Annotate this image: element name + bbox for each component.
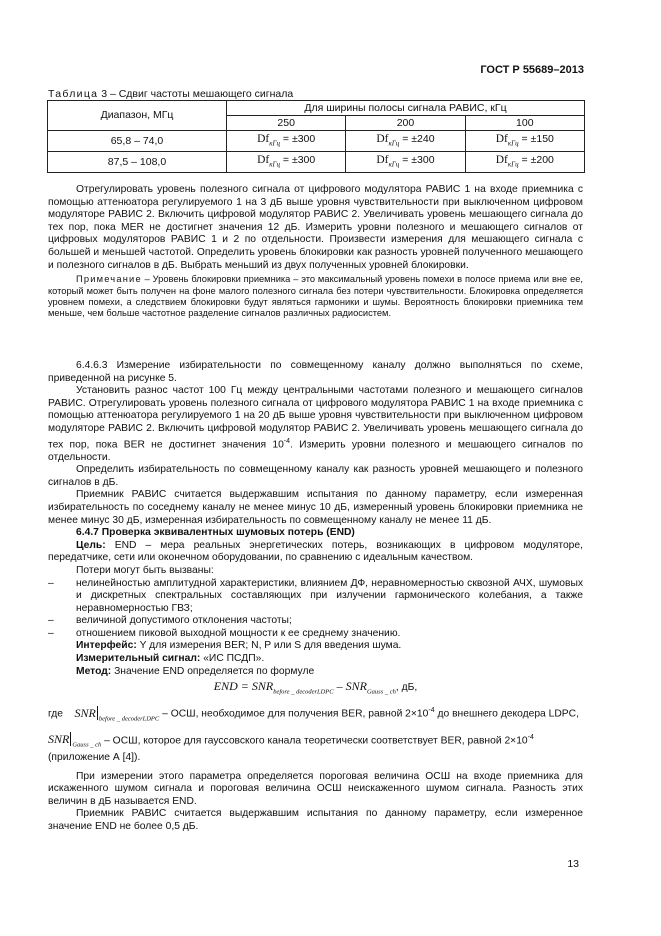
- range-cell: 87,5 – 108,0: [48, 152, 227, 173]
- bw-100: 100: [465, 116, 584, 131]
- paragraph: Цель: END – мера реальных энергетических потерь, возникающих в цифровом модуляторе, передатчике, сети или оконечном оборудовании, по сравнению с идеальным качеством.: [48, 539, 583, 564]
- value-cell: $Df_{кГц} = \pm 300$: [346, 152, 465, 173]
- table-caption: [48, 88, 293, 101]
- list-item: – величиной допустимого отклонения частоты;: [48, 615, 292, 627]
- paragraph: Измерительный сигнал: «ИС ПСДП».: [76, 653, 265, 665]
- value-cell: $Df_{кГц} = \pm 200$: [465, 152, 584, 173]
- value-cell: $Df_{кГц} = \pm 240$: [346, 131, 465, 152]
- paragraph: Приемник РАВИС считается выдержавшим испытания по данному параметру, если измеренное значение END не более 0,5 дБ.: [48, 808, 583, 833]
- body-text-2: [48, 360, 583, 834]
- table-caption-text: 3 – Сдвиг частоты мешающего сигнала: [98, 88, 294, 100]
- list-item: – нелинейностью амплитудной характеристики, влиянием ДФ, неравномерностью сквозной АЧХ, шумовых и дискретных спектральных составляющих при излучении гармонического колебания, а также неравномерностью ГВЗ;: [48, 577, 583, 614]
- note: [48, 274, 583, 320]
- where-clause-2: SNR $_{Gauss \_ ch}$ – ОСШ, которое для гауссовского канала теоретически соответствует BER, равной $2\times 10^{-4}$ (приложение А [4]).: [48, 732, 534, 764]
- bw-200: 200: [346, 116, 465, 131]
- value-cell: $Df_{кГц} = \pm 150$: [465, 131, 584, 152]
- end-formula: END = $SNR_{before \_ decoderLDPC} - SNR_{Gauss \_ ch}$, дБ,: [213, 679, 418, 696]
- paragraph: Интерфейс: Y для измерения BER; N, P или S для введения шума.: [76, 640, 402, 652]
- table-caption-label: Таблица: [48, 88, 99, 100]
- body-text: [48, 184, 583, 320]
- paragraph: Приемник РАВИС считается выдержавшим испытания по данному параметру, если измеренная избирательность по соседнему каналу не менее минус 10 дБ, измеренный уровень блокировки приемника не менее минус 30 дБ, измеренная избирательность по совмещенному каналу не менее 11 дБ.: [48, 489, 583, 526]
- col-bandwidth-header: Для ширины полосы сигнала РАВИС, кГц: [227, 101, 585, 116]
- note-label: Примечание: [76, 274, 142, 285]
- page-number: 13: [567, 858, 579, 870]
- section-heading: 6.4.7 Проверка эквивалентных шумовых потерь (END): [76, 527, 355, 539]
- frequency-shift-table: [47, 100, 585, 173]
- paragraph: Отрегулировать уровень полезного сигнала от цифрового модулятора РАВИС 1 на входе приемника с помощью аттенюатора регулируемого 1 на 3 дБ выше уровня чувствительности при выключенном цифровом модуляторе РАВИС 2. Включить цифровой модулятор РАВИС 2. Увеличивать уровень мешающего сигнала до тех пор, пока MER не достигнет значения 12 дБ. Измерить уровни полезного и мешающего сигналов от цифровых модуляторов РАВИС 1 и 2 по отдельности. Произвести измерения для мешающего сигнала с большей и меньшей частотой. Определить уровень блокировки как разность уровней полученного мешающего и полезного сигналов в дБ. Выбрать меньший из двух полученных уровней блокировки.: [48, 184, 583, 271]
- table-row: [48, 131, 585, 152]
- value-cell: $Df_{кГц} = \pm 300$: [227, 131, 346, 152]
- col-range-header: Диапазон, МГц: [48, 101, 227, 131]
- value-cell: $Df_{кГц} = \pm 300$: [227, 152, 346, 173]
- paragraph: Определить избирательность по совмещенному каналу как разность уровней мешающего и полезного сигналов в дБ.: [48, 464, 583, 488]
- range-cell: 65,8 – 74,0: [48, 131, 227, 152]
- document-header: ГОСТ Р 55689–2013: [480, 64, 584, 76]
- paragraph: 6.4.6.3 Измерение избирательности по совмещенному каналу должно выполняться по схеме, приведенной на рисунке 5.: [48, 360, 583, 384]
- paragraph: При измерении этого параметра определяется пороговая величина ОСШ на входе приемника для искаженного шумом сигнала и пороговая величина ОСШ неискаженного шумом сигнала. Разность этих величин в дБ называется END.: [48, 770, 583, 807]
- paragraph: Установить разнос частот 100 Гц между центральными частотами полезного и мешающего сигналов РАВИС. Отрегулировать уровень полезного сигнала от цифрового модулятора РАВИС 1 на входе приемника с помощью аттенюатора регулируемого 1 на 20 дБ выше уровня чувствительности при выключенном цифровом модуляторе РАВИС 2. Включить цифровой модулятор РАВИС 2. Увеличивать уровень мешающего сигнала до тех пор, пока BER не достигнет значения $10^{-4}$. Измерить уровни полезного и мешающего сигналов по отдельности.: [48, 385, 583, 463]
- paragraph: Потери могут быть вызваны:: [76, 564, 214, 576]
- note-text: – Уровень блокировки приемника – это максимальный уровень помехи в полосе приема или вне ее, который может быть получен на фоне малого полезного сигнала без потери чувствительности. Блокировка определяется уровнем помехи, а следствием блокировки будут являться гармоники и шумы. Вероятность блокировки приемника тем меньше, чем больше частотное разделение сигналов различных радиосистем.: [48, 274, 583, 319]
- where-clause-1: где SNR $_{before \_ decoderLDPC}$ – ОСШ, необходимое для получения BER, равной $2\times 10^{-4}$ до внешнего декодера LDPC,: [48, 705, 579, 723]
- paragraph: Метод: Значение END определяется по формуле: [76, 665, 315, 677]
- table-row: [48, 152, 585, 173]
- bw-250: 250: [227, 116, 346, 131]
- list-item: – отношением пиковой выходной мощности к ее среднему значению.: [48, 627, 401, 639]
